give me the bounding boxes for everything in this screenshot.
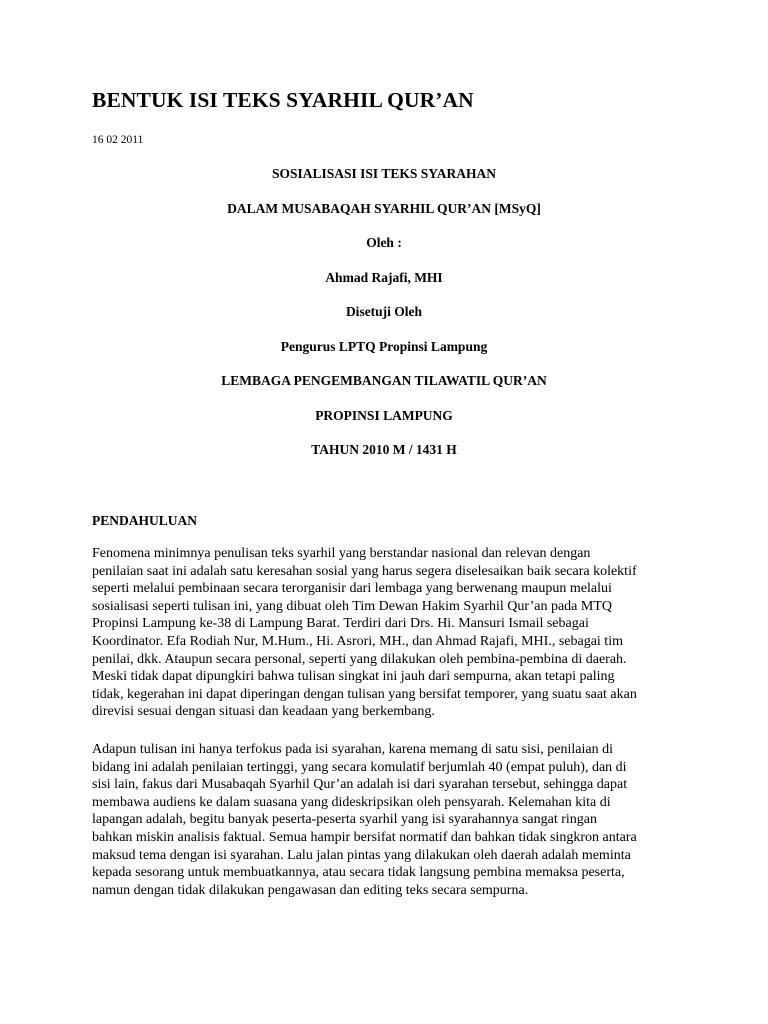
center-line-province: PROPINSI LAMPUNG: [315, 407, 453, 423]
paragraph-line: sosialisasi seperti tulisan ini, yang dibuat oleh Tim Dewan Hakim Syarhil Qur’an pada MTQ: [92, 598, 613, 614]
paragraph-line: bahkan miskin analisis faktual. Semua hampir bersifat normatif dan bahkan tidak singkron antara: [92, 829, 637, 845]
center-line-subject: SOSIALISASI ISI TEKS SYARAHAN: [272, 166, 496, 181]
paragraph-line: penilaian saat ini adalah satu keresahan sosial yang harus segera diselesaikan baik secara kolektif: [92, 563, 637, 579]
paragraph-line: maksud tema dengan isi syarahan. Lalu jalan pintas yang dilakukan oleh daerah adalah meminta: [92, 847, 631, 863]
paragraph-line: kepada sesorang untuk membuatkannya, atau secara tidak langsung pembina memaksa peserta,: [92, 865, 625, 881]
center-line-approved-label: Disetuji Oleh: [345, 304, 423, 319]
paragraph-line: tidak, kegerahan ini dapat diperingan dengan tulisan yang bersifat temporer, yang suatu saat akan: [92, 686, 637, 702]
center-line-author: Ahmad Rajafi, MHI: [325, 269, 443, 285]
paragraph-line: lapangan adalah, begitu banyak peserta-peserta syarhil yang isi syarahannya sangat ringan: [92, 812, 597, 828]
section-heading: PENDAHULUAN: [92, 513, 198, 528]
document-title: BENTUK ISI TEKS SYARHIL QUR’AN: [92, 88, 474, 112]
paragraph-line: Koordinator. Efa Rodiah Nur, M.Hum., Hi. Asrori, MH., dan Ahmad Rajafi, MHI., sebagai tim: [92, 633, 623, 649]
paragraph-line: Propinsi Lampung ke-38 di Lampung Barat. Terdiri dari Drs. Hi. Mansuri Ismail sebagai: [92, 616, 589, 632]
paragraph-line: namun dengan tidak dilakukan pengawasan dan editing teks secara sempurna.: [92, 882, 529, 898]
title-block: [0, 166, 768, 477]
center-line-year: TAHUN 2010 M / 1431 H: [311, 442, 457, 457]
paragraph-focus: [92, 741, 637, 899]
paragraph-line: penilai, dkk. Ataupun secara personal, seperti yang dilakukan oleh pembina-pembina di daerah.: [92, 651, 627, 667]
paragraph-introduction: [92, 545, 637, 721]
paragraph-line: direvisi sesuai dengan situasi dan keadaan yang berkembang.: [92, 704, 435, 720]
document-date: 16 02 2011: [92, 134, 144, 146]
center-line-institution: LEMBAGA PENGEMBANGAN TILAWATIL QUR’AN: [221, 373, 547, 388]
center-line-event: DALAM MUSABAQAH SYARHIL QUR’AN [MSyQ]: [227, 200, 541, 216]
center-line-by-label: Oleh :: [366, 235, 402, 250]
paragraph-line: seperti melalui pembinaan secara terorganisir dari lembaga yang berwenang maupun melalui: [92, 581, 612, 597]
paragraph-line: sisi lain, fakus dari Musabaqah Syarhil Qur’an adalah isi dari syarahan tersebut, sehingga dapat: [92, 777, 628, 793]
center-line-approver: Pengurus LPTQ Propinsi Lampung: [280, 338, 488, 354]
paragraph-line: Adapun tulisan ini hanya terfokus pada isi syarahan, karena memang di satu sisi, penilaian di: [92, 742, 613, 757]
paragraph-line: membawa audiens ke dalam suasana yang dideskripsikan oleh pensyarah. Kelemahan kita di: [92, 794, 611, 810]
paragraph-line: bidang ini adalah penilaian tertinggi, yang secara komulatif berjumlah 40 (empat puluh), dan di: [92, 759, 627, 775]
paragraph-line: Meski tidak dapat dipungkiri bahwa tulisan singkat ini jauh dari sempurna, akan tetapi paling: [92, 669, 615, 685]
paragraph-line: Fenomena minimnya penulisan teks syarhil yang berstandar nasional dan relevan dengan: [92, 546, 591, 561]
